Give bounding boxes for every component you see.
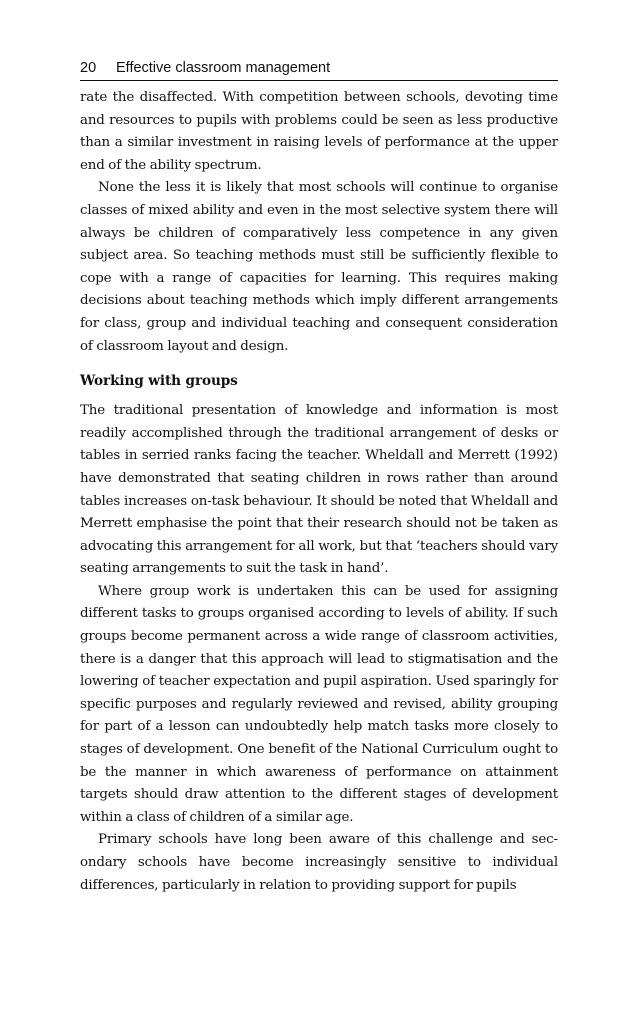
header-rule [80, 80, 558, 81]
page-number: 20 [80, 60, 97, 76]
book-title: Effective classroom management [116, 60, 331, 76]
paragraph-traditional-presentation: The traditional presentation of knowledge and information is most readily accomplished through the traditional arrangement of desks or tables in serried ranks facing the teacher. Wheldall and Merrett (1992) have demonstrated that seating children in rows rather than around tables increases on-task behaviour. It should be noted that Wheldall and Merrett emphasise the point that their research should not be taken as advocating this arrangement for all work, but that ‘teachers should vary seating arrangements to suit the task in hand’. [80, 403, 558, 577]
book-page [80, 58, 558, 897]
paragraph-mixed-ability: None the less it is likely that most schools will continue to organise classes of mixed ability and even in the most selective system there will always be children of comparatively less competence in any given subject area. So teaching methods must still be sufficiently flexible to cope with a range of capacities for learning. This requires making decisions about teaching methods which imply different arrangements for class, group and individual teaching and consequent consideration of classroom layout and design. [80, 180, 558, 354]
paragraph-group-work: Where group work is undertaken this can be used for assigning different tasks to groups organised according to levels of ability. If such groups become permanent across a wide range of classroom activities, there is a danger that this approach will lead to stigmatisation and the lowering of teacher expectation and pupil aspiration. Used sparingly for specific purposes and regularly reviewed and revised, ability grouping for part of a lesson can undoubtedly help match tasks more closely to stages of development. One benefit of the National Curriculum ought to be the manner in which awareness of performance on attainment targets should draw attention to the different stages of development within a class of children of a similar age. [80, 583, 558, 825]
running-head [80, 58, 558, 80]
section-heading: Working with groups [80, 373, 238, 390]
paragraph-continuation: rate the disaffected. With competition between schools, devoting time and resources to pupils with problems could be seen as less productive than a similar investment in raising levels of performance at the upper end of the ability spectrum. [80, 90, 558, 173]
paragraph-primary-schools: Primary schools have long been aware of this challenge and secondary schools have become increasingly sensitive to individual differences, particularly in relation to providing support for pupils [80, 832, 558, 893]
